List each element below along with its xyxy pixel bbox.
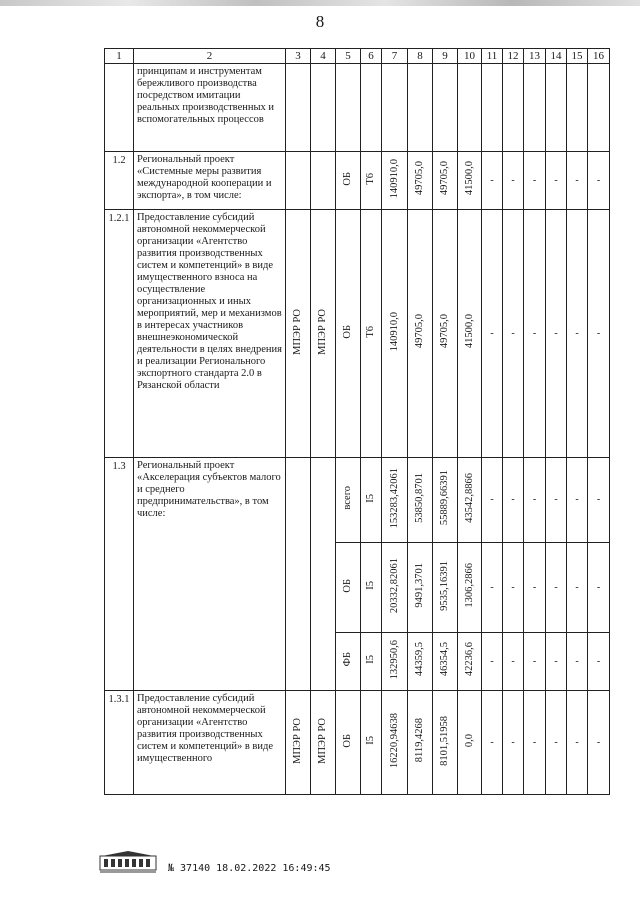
empty-value: - <box>588 458 610 543</box>
page-number: 8 <box>315 12 325 31</box>
funding-source: ОБ <box>342 171 353 186</box>
empty-value: - <box>482 543 503 633</box>
empty-value: - <box>588 691 610 795</box>
header-cell: 3 <box>286 49 311 64</box>
empty-value: - <box>482 633 503 691</box>
header-cell: 15 <box>567 49 588 64</box>
amount-2024: 41500,0 <box>463 314 475 349</box>
empty-value: - <box>482 152 503 210</box>
header-cell: 5 <box>336 49 361 64</box>
empty-value: - <box>588 210 610 458</box>
funding-source: ФБ <box>342 652 353 667</box>
empty-value: - <box>567 458 588 543</box>
header-cell: 9 <box>433 49 458 64</box>
header-cell: 7 <box>382 49 408 64</box>
empty-value: - <box>503 210 524 458</box>
empty-value: - <box>567 633 588 691</box>
row-number: 1.3 <box>105 458 134 691</box>
empty-value: - <box>588 543 610 633</box>
empty-value: - <box>567 152 588 210</box>
funding-source: ОБ <box>342 733 353 748</box>
empty-value: - <box>503 543 524 633</box>
empty-value: - <box>546 691 567 795</box>
funding-source: ОБ <box>342 578 353 593</box>
amount-2022: 49705,0 <box>414 314 425 349</box>
empty-value: - <box>524 633 546 691</box>
amount-2022: 53850,8701 <box>414 473 425 523</box>
header-cell: 13 <box>524 49 546 64</box>
empty-value: - <box>482 458 503 543</box>
header-row <box>105 49 610 64</box>
table-row-1-3-1 <box>105 691 610 795</box>
empty-value: - <box>503 152 524 210</box>
amount-2023: 55889,66391 <box>439 470 450 526</box>
code: Т6 <box>365 172 376 185</box>
row-name: Региональный проект «Акселерация субъектов малого и среднего предпринимательства», в том числе: <box>134 458 286 691</box>
empty-value: - <box>567 691 588 795</box>
amount-2024: 1306,2866 <box>463 563 475 608</box>
amount-2022: 44359,5 <box>414 642 425 677</box>
row-name: Предоставление субсидий автономной некоммерческой организации «Агентство развития производственных систем и компетенций» в виде имущественного взноса на осуществление организационных и иных мероприятий, мер и механизмов в интересах участников внешнеэкономической деятельности в целях внедрения и реализации Регионального экспортного стандарта 2.0 в Рязанской области <box>134 210 286 458</box>
amount-2023: 49705,0 <box>439 314 450 349</box>
empty-value: - <box>588 633 610 691</box>
co-executor: МПЭР РО <box>317 717 328 764</box>
amount-2024: 43542,8866 <box>463 473 475 523</box>
amount-2022: 8119,4268 <box>414 718 425 763</box>
co-executor: МПЭР РО <box>317 308 328 355</box>
code: Т6 <box>365 325 376 338</box>
row-name: Предоставление субсидий автономной некоммерческой организации «Агентство развития производственных систем и компетенций» в виде имущественного <box>134 691 286 795</box>
table-row-continuation <box>105 64 610 152</box>
amount-total: 140910,0 <box>388 158 400 199</box>
funding-source: ОБ <box>342 324 353 339</box>
header-cell: 4 <box>311 49 336 64</box>
code: I5 <box>365 581 376 590</box>
amount-2022: 49705,0 <box>414 161 425 196</box>
header-cell: 10 <box>458 49 482 64</box>
amount-total: 153283,42061 <box>388 467 400 529</box>
document-stamp <box>98 850 358 890</box>
amount-2023: 46354,5 <box>439 642 450 677</box>
header-cell: 16 <box>588 49 610 64</box>
code: I5 <box>365 655 376 664</box>
empty-value: - <box>524 691 546 795</box>
empty-value: - <box>567 543 588 633</box>
amount-2024: 0,0 <box>463 733 475 748</box>
header-cell: 6 <box>361 49 382 64</box>
header-cell: 14 <box>546 49 567 64</box>
empty-value: - <box>524 210 546 458</box>
amount-2023: 9535,16391 <box>439 560 450 611</box>
row-number: 1.2.1 <box>105 210 134 458</box>
amount-2024: 41500,0 <box>463 161 475 196</box>
row-number: 1.3.1 <box>105 691 134 795</box>
empty-value: - <box>482 210 503 458</box>
empty-value: - <box>567 210 588 458</box>
amount-total: 16220,94638 <box>388 712 400 769</box>
header-cell: 12 <box>503 49 524 64</box>
table-row-1-3-total <box>105 458 610 543</box>
empty-value: - <box>524 458 546 543</box>
executor: МПЭР РО <box>292 717 303 764</box>
table-row-1-2 <box>105 152 610 210</box>
empty-value: - <box>524 152 546 210</box>
row-number <box>105 64 134 152</box>
empty-value: - <box>524 543 546 633</box>
empty-value: - <box>503 633 524 691</box>
row-number: 1.2 <box>105 152 134 210</box>
table-row-1-2-1 <box>105 210 610 458</box>
empty-value: - <box>503 458 524 543</box>
header-cell: 11 <box>482 49 503 64</box>
header-cell: 8 <box>408 49 433 64</box>
empty-value: - <box>546 633 567 691</box>
code: I5 <box>365 493 376 503</box>
empty-value: - <box>546 210 567 458</box>
header-cell: 2 <box>134 49 286 64</box>
amount-total: 140910,0 <box>388 311 400 352</box>
empty-value: - <box>546 458 567 543</box>
executor: МПЭР РО <box>292 308 303 355</box>
row-name: принципам и инструментам бережливого производства посредством имитации реальных производственных и вспомогательных процессов <box>134 64 286 152</box>
empty-value: - <box>546 543 567 633</box>
registry-logo-icon <box>98 850 158 874</box>
funding-source: всего <box>342 486 353 510</box>
code: I5 <box>365 736 376 745</box>
amount-2024: 42236,6 <box>463 642 475 677</box>
amount-total: 132950,6 <box>388 639 400 680</box>
empty-value: - <box>588 152 610 210</box>
amount-total: 20332,82061 <box>388 557 400 614</box>
amount-2023: 49705,0 <box>439 161 450 196</box>
amount-2022: 9491,3701 <box>414 563 425 608</box>
empty-value: - <box>546 152 567 210</box>
empty-value: - <box>503 691 524 795</box>
budget-table <box>104 48 610 795</box>
header-cell: 1 <box>105 49 134 64</box>
empty-value: - <box>482 691 503 795</box>
amount-2023: 8101,51958 <box>439 715 450 766</box>
scan-edge-band <box>0 0 640 6</box>
row-name: Региональный проект «Системные меры развития международной кооперации и экспорта», в том числе: <box>134 152 286 210</box>
registration-stamp: № 37140 18.02.2022 16:49:45 <box>168 863 331 874</box>
